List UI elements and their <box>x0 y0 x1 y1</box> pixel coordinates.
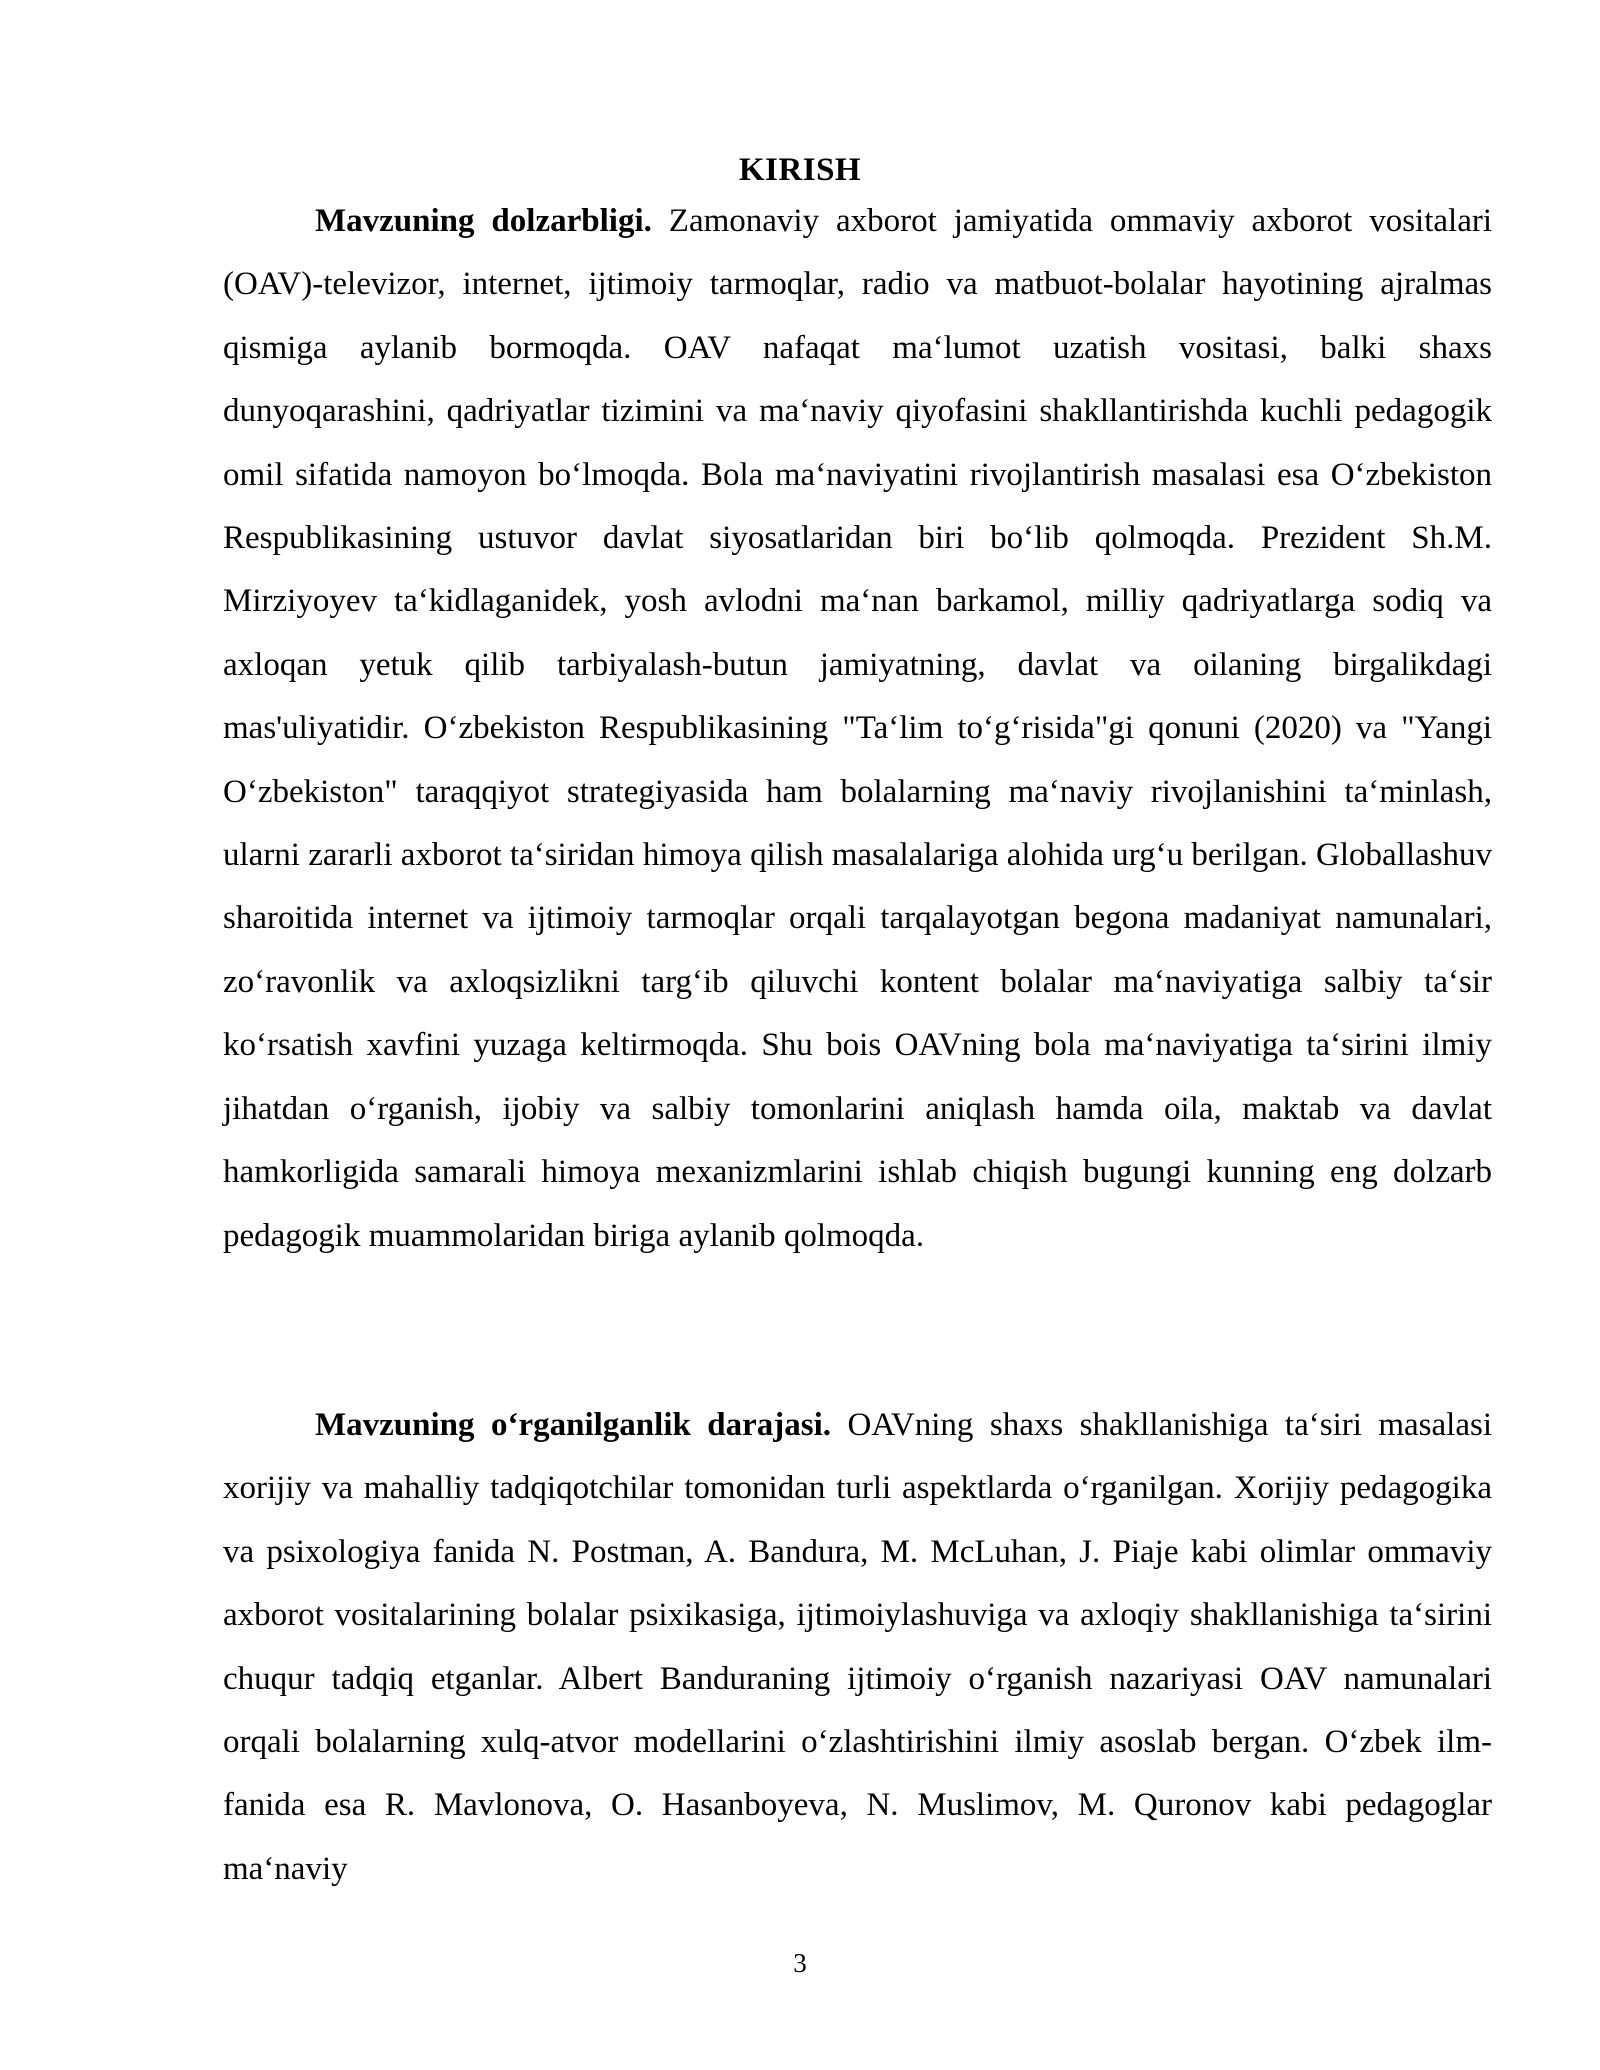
paragraph-lead-research-level: Mavzuning o‘rganilganlik darajasi. <box>315 1407 832 1443</box>
paragraph-research-level <box>223 1394 1492 1901</box>
paragraph-lead-relevance: Mavzuning dolzarbligi. <box>315 203 652 239</box>
page-number: 3 <box>793 1948 807 1978</box>
paragraph-text-relevance: Zamonaviy axborot jamiyatida ommaviy axborot vositalari (OAV)-televizor, internet, ijtimoiy tarmoqlar, radio va matbuot-bolalar hayotining ajralmas qismiga aylanib bormoqda. OAV nafaqat ma‘lumot uzatish vositasi, balki shaxs dunyoqarashini, qadriyatlar tizimini va ma‘naviy qiyofasini shakllantirishda kuchli pedagogik omil sifatida namoyon bo‘lmoqda. Bola ma‘naviyatini rivojlantirish masalasi esa O‘zbekiston Respublikasining ustuvor davlat siyosatlaridan biri bo‘lib qolmoqda. Prezident Sh.M. Mirziyoyev ta‘kidlaganidek, yosh avlodni ma‘nan barkamol, milliy qadriyatlarga sodiq va axloqan yetuk qilib tarbiyalash-butun jamiyatning, davlat va oilaning birgalikdagi mas'uliyatidir. O‘zbekiston Respublikasining "Ta‘lim to‘g‘risida"gi qonuni (2020) va "Yangi O‘zbekiston" taraqqiyot strategiyasida ham bolalarning ma‘naviy rivojlanishini ta‘minlash, ularni zararli axborot ta‘siridan himoya qilish masalalariga alohida urg‘u berilgan. Globallashuv sharoitida internet va ijtimoiy tarmoqlar orqali tarqalayotgan begona madaniyat namunalari, zo‘ravonlik va axloqsizlikni targ‘ib qiluvchi kontent bolalar ma‘naviyatiga salbiy ta‘sir ko‘rsatish xavfini yuzaga keltirmoqda. Shu bois OAVning bola ma‘naviyatiga ta‘sirini ilmiy jihatdan o‘rganish, ijobiy va salbiy tomonlarini aniqlash hamda oila, maktab va davlat hamkorligida samarali himoya mexanizmlarini ishlab chiqish bugungi kunning eng dolzarb pedagogik muammolaridan biriga aylanib qolmoqda. <box>223 203 1492 1254</box>
paragraph-relevance <box>223 190 1492 1268</box>
section-heading: KIRISH <box>738 152 862 188</box>
paragraph-text-research-level: OAVning shaxs shakllanishiga ta‘siri masalasi xorijiy va mahalliy tadqiqotchilar tomonidan turli aspektlarda o‘rganilgan. Xorijiy pedagogika va psixologiya fanida N. Postman, A. Bandura, M. McLuhan, J. Piaje kabi olimlar ommaviy axborot vositalarining bolalar psixikasiga, ijtimoiylashuviga va axloqiy shakllanishiga ta‘sirini chuqur tadqiq etganlar. Albert Banduraning ijtimoiy o‘rganish nazariyasi OAV namunalari orqali bolalarning xulq-atvor modellarini o‘zlashtirishini ilmiy asoslab bergan. O‘zbek ilm-fanida esa R. Mavlonova, O. Hasanboyeva, N. Muslimov, M. Quronov kabi pedagoglar ma‘naviy <box>223 1407 1492 1887</box>
